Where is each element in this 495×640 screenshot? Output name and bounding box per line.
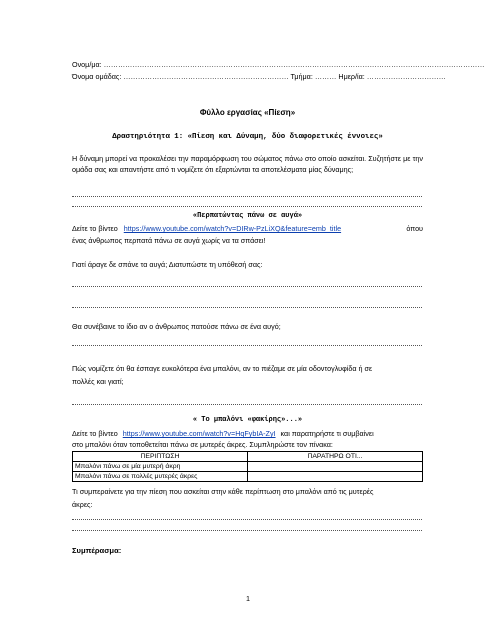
table-cell-case: Μπαλόνι πάνω σε πολλές μυτερές άκρες	[73, 472, 248, 482]
eggs-video-line2: ένας άνθρωπος περπατά πάνω σε αυγά χωρίς να τα σπάσει!	[72, 236, 266, 245]
answer-line	[72, 307, 422, 308]
table-row	[73, 472, 423, 482]
fakir-question-line1: Τι συμπεραίνετε για την πίεση που ασκείται στην κάθε περίπτωση στο μπαλόνι από τις μυτερές	[72, 487, 374, 496]
answer-line	[72, 286, 422, 287]
name-field-label: Ονομ/μα: ……………………………………………………………………………………………………………………………………………	[72, 60, 485, 69]
answer-line	[72, 196, 422, 197]
eggs-video-link[interactable]: https://www.youtube.com/watch?v=DIRw-PzLiXQ&feature=emb_title	[123, 224, 342, 233]
eggs-question2: Θα συνέβαινε το ίδιο αν ο άνθρωπος πατούσε πάνω σε ένα αυγό;	[72, 322, 281, 331]
table-cell-case: Μπαλόνι πάνω σε μία μυτερή άκρη	[73, 462, 248, 472]
activity1-heading: Δραστηριότητα 1: «Πίεση και Δύναμη, δύο διαφορετικές έννοιες»	[112, 133, 383, 141]
eggs-question1: Γιατί άραγε δε σπάνε τα αυγά; Διατυπώστε τη υπόθεσή σας:	[72, 260, 263, 269]
table-cell-observation[interactable]	[248, 472, 423, 482]
eggs-video-prefix: Δείτε το βίντεο	[72, 224, 118, 233]
eggs-question3-line1: Πώς νομίζετε ότι θα έσπαγε ευκολότερα ένα μπαλόνι, αν το πιέζαμε σε μία οδοντογλυφίδα ή σε	[72, 364, 373, 373]
table-header-row	[73, 452, 423, 462]
eggs-question3-line2: πολλές και γιατί;	[72, 377, 124, 386]
observation-table	[72, 451, 423, 482]
table-cell-observation[interactable]	[248, 462, 423, 472]
answer-line	[72, 345, 422, 346]
answer-line	[72, 519, 422, 520]
eggs-video-suffix: όπου	[406, 224, 423, 233]
answer-line	[72, 404, 422, 405]
answer-line	[72, 206, 422, 207]
fakir-video-line	[72, 429, 423, 438]
eggs-video-line	[72, 224, 423, 233]
answer-line	[72, 530, 422, 531]
group-class-date-line: Όνομα ομάδας: …………………………………………………………… Τμήμα: ……… Ημερ/ία: ……………………………	[72, 72, 446, 81]
fakir-video-link[interactable]: https://www.youtube.com/watch?v=HqFybIA-ZyI	[122, 429, 276, 438]
table-header-observation: ΠΑΡΑΤΗΡΩ ΟΤΙ...	[248, 452, 423, 462]
fakir-video-line2: στο μπαλόνι όταν τοποθετείται πάνω σε μυτερές άκρες. Συμπληρώστε τον πίνακα:	[72, 440, 333, 449]
fakir-question-line2: άκρες:	[72, 500, 93, 509]
activity1-paragraph: Η δύναμη μπορεί να προκαλέσει την παραμόρφωση του σώματος πάνω στο οποίο ασκείται. Συζητήστε με την ομάδα σας και απαντήστε από τι νομίζετε ότι εξαρτώνται τα αποτελέσματα μίας δύναμης;	[72, 154, 423, 174]
page-number: 1	[246, 594, 250, 603]
table-row	[73, 462, 423, 472]
table-header-case: ΠΕΡΙΠΤΩΣΗ	[73, 452, 248, 462]
eggs-heading: «Περπατώντας πάνω σε αυγά»	[192, 212, 303, 220]
page-title: Φύλλο εργασίας «Πίεση»	[199, 108, 296, 117]
fakir-video-prefix: Δείτε το βίντεο	[72, 429, 118, 438]
fakir-heading: « Το μπαλόνι «φακίρης»...»	[192, 416, 303, 424]
fakir-video-suffix: και παρατηρήστε τι συμβαίνει	[280, 429, 374, 438]
conclusion-label: Συμπέρασμα:	[72, 546, 122, 555]
